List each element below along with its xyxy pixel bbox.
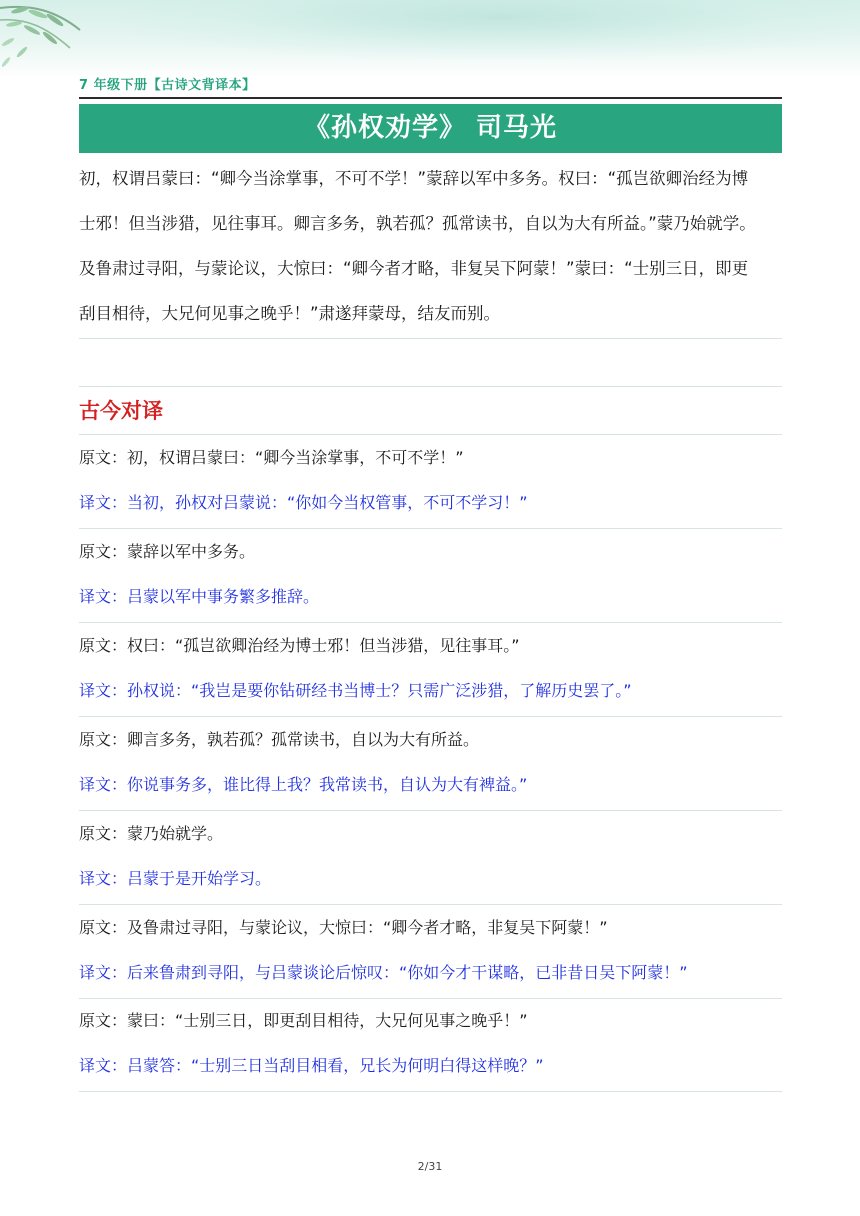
- banner-wash: [120, 0, 860, 60]
- translation-text: 译文：当初，孙权对吕蒙说：“你如今当权管事，不可不学习！”: [79, 493, 528, 512]
- translation-pair: [79, 529, 782, 623]
- original-text: 原文：初，权谓吕蒙曰：“卿今当涂掌事，不可不学！”: [79, 448, 464, 467]
- translation-text: 译文：你说事务多，谁比得上我？我常读书，自认为大有裨益。”: [79, 775, 528, 794]
- translation-pair: [79, 905, 782, 999]
- translation-pair: [79, 998, 782, 1092]
- translation-pair: [79, 717, 782, 811]
- translation-text: 译文：吕蒙答：“士别三日当刮目相看，兄长为何明白得这样晚？”: [79, 1056, 544, 1075]
- translation-text: 译文：孙权说：“我岂是要你钻研经书当博士？只需广泛涉猎，了解历史罢了。”: [79, 681, 632, 700]
- header-label: 7 年级下册【古诗文背译本】: [79, 78, 256, 93]
- passage-line: 及鲁肃过寻阳，与蒙论议，大惊曰：“卿今者才略，非复吴下阿蒙！”蒙曰：“士别三日，即更: [79, 259, 749, 278]
- translation-text: 译文：吕蒙以军中事务繁多推辞。: [79, 587, 320, 606]
- page-number: 2/31: [417, 1160, 443, 1173]
- original-passage: [79, 156, 799, 336]
- section-divider: [79, 386, 782, 387]
- translation-pair: [79, 623, 782, 717]
- passage-line: 士邪！但当涉猎，见往事耳。卿言多务，孰若孤？孤常读书，自以为大有所益。”蒙乃始就学。: [79, 214, 756, 233]
- translation-text: 译文：后来鲁肃到寻阳，与吕蒙谈论后惊叹：“你如今才干谋略，已非昔日吴下阿蒙！”: [79, 963, 688, 982]
- pair-divider: [79, 1091, 782, 1092]
- translation-pair: [79, 811, 782, 905]
- original-text: 原文：及鲁肃过寻阳，与蒙论议，大惊曰：“卿今者才略，非复吴下阿蒙！”: [79, 918, 608, 937]
- lesson-title: 《孙权劝学》 司马光: [79, 104, 782, 153]
- passage-divider: [79, 338, 782, 339]
- original-text: 原文：卿言多务，孰若孤？孤常读书，自以为大有所益。: [79, 730, 480, 749]
- passage-line: 刮目相待，大兄何见事之晚乎！”肃遂拜蒙母，结友而别。: [79, 304, 501, 323]
- willow-branch-icon: [0, 0, 110, 78]
- header-divider: [79, 97, 782, 99]
- passage-line: 初，权谓吕蒙曰：“卿今当涂掌事，不可不学！”蒙辞以军中多务。权曰：“孤岂欲卿治经为博: [79, 169, 749, 188]
- original-text: 原文：权曰：“孤岂欲卿治经为博士邪！但当涉猎，见往事耳。”: [79, 636, 520, 655]
- translation-text: 译文：吕蒙于是开始学习。: [79, 869, 272, 888]
- top-banner: [0, 0, 860, 78]
- translation-pair: [79, 435, 782, 529]
- original-text: 原文：蒙乃始就学。: [79, 824, 224, 843]
- original-text: 原文：蒙辞以军中多务。: [79, 542, 256, 561]
- original-text: 原文：蒙曰：“士别三日，即更刮目相待，大兄何见事之晚乎！”: [79, 1011, 528, 1030]
- section-title: 古今对译: [79, 399, 163, 423]
